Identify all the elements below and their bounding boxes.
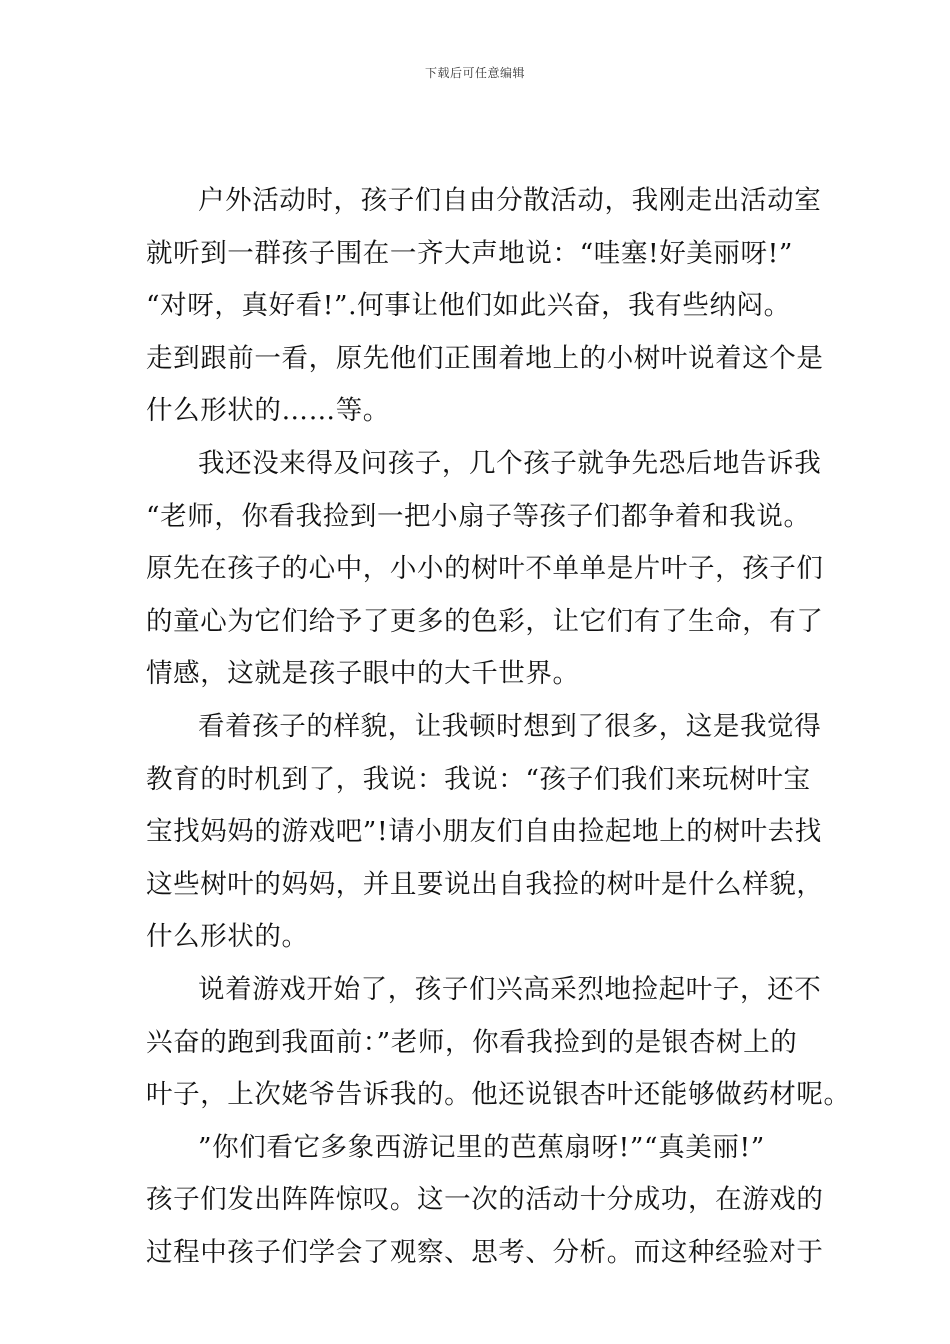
document-body [146, 178, 851, 1282]
paragraph-line: 我还没来得及问孩子，几个孩子就争先恐后地告诉我 [198, 447, 822, 479]
paragraph-line: 宝找妈妈的游戏吧”!请小朋友们自由捡起地上的树叶去找 [146, 816, 822, 848]
paragraph-line: 情感，这就是孩子眼中的大千世界。 [146, 658, 580, 690]
paragraph-line: 叶子，上次姥爷告诉我的。他还说银杏叶还能够做药材呢。 [146, 1079, 851, 1111]
paragraph-line: 什么形状的。 [146, 921, 309, 953]
paragraph-line: 原先在孩子的心中，小小的树叶不单单是片叶子，孩子们 [146, 553, 824, 585]
paragraph-line: “对呀，真好看!”.何事让他们如此兴奋，我有些纳闷。 [146, 290, 791, 322]
paragraph-line: 孩子们发出阵阵惊叹。这一次的活动十分成功，在游戏的 [146, 1184, 824, 1216]
paragraph-line: 的童心为它们给予了更多的色彩，让它们有了生命，有了 [146, 605, 824, 637]
paragraph-line: ”你们看它多象西游记里的芭蕉扇呀!”“真美丽!” [198, 1131, 765, 1163]
paragraph-line: 户外活动时，孩子们自由分散活动，我刚走出活动室 [198, 185, 822, 216]
paragraph-line: 看着孩子的样貌，让我顿时想到了很多，这是我觉得 [198, 710, 822, 742]
paragraph-line: 说着游戏开始了，孩子们兴高采烈地捡起叶子，还不 [198, 973, 822, 1005]
page-header-note: 下载后可任意编辑 [424, 66, 525, 80]
paragraph-line: 这些树叶的妈妈，并且要说出自我捡的树叶是什么样貌， [146, 868, 824, 900]
paragraph-line: 就听到一群孩子围在一齐大声地说：“哇塞!好美丽呀!” [146, 237, 793, 269]
paragraph-line: 走到跟前一看，原先他们正围着地上的小树叶说着这个是 [146, 342, 824, 374]
paragraph-line: 兴奋的跑到我面前：”老师，你看我捡到的是银杏树上的 [146, 1026, 798, 1058]
paragraph-line: 教育的时机到了，我说：我说：“孩子们我们来玩树叶宝 [146, 763, 811, 795]
paragraph-line: 什么形状的……等。 [146, 395, 390, 427]
paragraph-line: 过程中孩子们学会了观察、思考、分析。而这种经验对于 [146, 1236, 824, 1268]
paragraph-line: “老师，你看我捡到一把小扇子等孩子们都争着和我说。 [146, 500, 811, 532]
